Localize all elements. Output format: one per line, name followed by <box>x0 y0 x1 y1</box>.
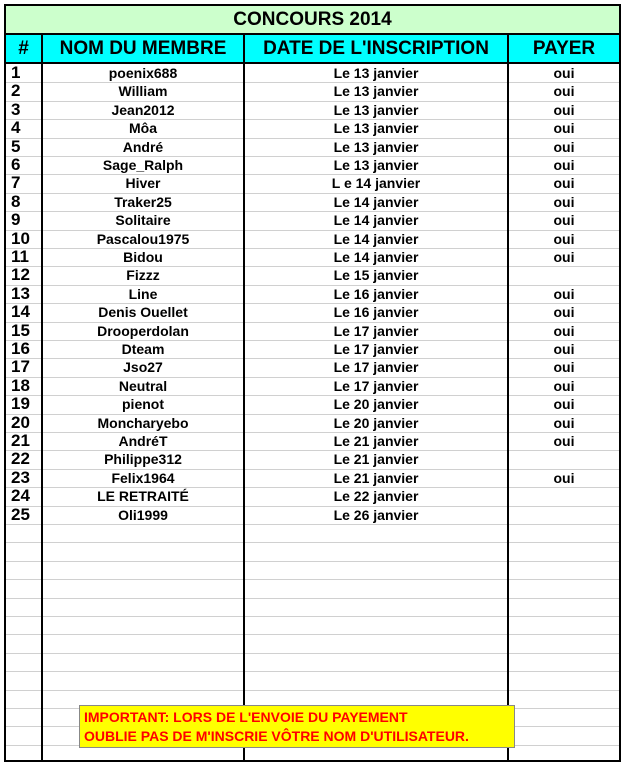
cell-paid: oui <box>553 175 575 192</box>
table-row <box>6 156 619 174</box>
table-row <box>6 266 619 284</box>
spreadsheet <box>4 4 621 762</box>
table-row <box>6 248 619 266</box>
grid-line <box>6 598 619 599</box>
cell-date: Le 16 janvier <box>333 304 419 321</box>
cell-num: 10 <box>11 228 30 248</box>
cell-num: 9 <box>11 210 21 230</box>
cell-date: Le 26 janvier <box>333 506 419 523</box>
table-row <box>6 285 619 303</box>
cell-member: Pascalou1975 <box>96 230 190 247</box>
cell-member: Jso27 <box>123 359 163 376</box>
cell-num: 6 <box>11 155 21 174</box>
table-row <box>6 487 619 505</box>
cell-num: 2 <box>11 81 21 101</box>
cell-member: Fizzz <box>126 267 160 284</box>
cell-date: Le 22 janvier <box>333 488 419 505</box>
cell-date: Le 13 janvier <box>333 101 419 118</box>
cell-paid: oui <box>553 322 575 339</box>
table-row <box>6 174 619 192</box>
cell-date: Le 14 janvier <box>333 212 419 229</box>
grid-line <box>6 524 619 525</box>
table-row <box>6 322 619 340</box>
notice-line1: LORS DE L'ENVOIE DU PAYEMENT <box>169 709 408 725</box>
cell-member: LE RETRAITÉ <box>97 488 189 505</box>
column-divider-member <box>243 35 245 760</box>
cell-member: Bidou <box>123 249 163 265</box>
cell-date: Le 13 janvier <box>333 65 419 81</box>
cell-member: Drooperdolan <box>97 322 189 339</box>
cell-member: Jean2012 <box>111 101 175 118</box>
cell-paid <box>509 487 619 505</box>
notice-line2: OUBLIE PAS DE M'INSCRIE VÔTRE NOM D'UTILISATEUR. <box>84 728 469 744</box>
cell-date: Le 13 janvier <box>333 120 419 137</box>
table-row <box>6 119 619 137</box>
grid-line <box>6 634 619 635</box>
column-divider-date <box>507 35 509 760</box>
cell-num: 3 <box>11 99 21 119</box>
cell-num: 17 <box>11 357 30 377</box>
cell-paid: oui <box>553 65 575 81</box>
table-row <box>6 101 619 119</box>
cell-date: Le 15 janvier <box>333 267 419 284</box>
cell-num: 4 <box>11 118 21 138</box>
cell-date: Le 17 janvier <box>333 359 419 376</box>
cell-paid: oui <box>553 157 575 173</box>
grid-line <box>6 579 619 580</box>
cell-date: Le 21 janvier <box>333 469 419 486</box>
table-row <box>6 506 619 524</box>
table-row <box>6 230 619 248</box>
important-notice <box>79 705 515 748</box>
cell-member: Traker25 <box>114 193 172 210</box>
header-member: NOM DU MEMBRE <box>59 38 227 59</box>
cell-num: 22 <box>11 449 30 469</box>
header-paid: PAYER <box>532 38 596 59</box>
cell-paid: oui <box>553 138 575 155</box>
cell-paid: oui <box>553 83 575 100</box>
grid-line <box>6 690 619 691</box>
cell-paid <box>509 506 619 524</box>
table-row <box>6 469 619 487</box>
grid-line <box>6 616 619 617</box>
cell-num: 23 <box>11 467 30 487</box>
cell-member: André <box>122 138 164 155</box>
cell-paid <box>509 450 619 468</box>
cell-member: pienot <box>122 396 164 413</box>
cell-member: Sage_Ralph <box>102 157 184 173</box>
cell-member: Moncharyebo <box>97 414 189 431</box>
grid-line <box>6 671 619 672</box>
cell-member: Môa <box>129 120 157 137</box>
table-row <box>6 82 619 100</box>
table-row <box>6 340 619 358</box>
table-row <box>6 450 619 468</box>
cell-num: 12 <box>11 265 30 285</box>
cell-member: Hiver <box>125 175 161 192</box>
cell-date: Le 16 janvier <box>333 285 419 302</box>
cell-date: Le 21 janvier <box>333 451 419 468</box>
cell-member: Oli1999 <box>118 506 168 523</box>
table-row <box>6 395 619 413</box>
cell-date: Le 17 janvier <box>333 341 419 357</box>
table-row <box>6 414 619 432</box>
cell-member: William <box>118 83 168 100</box>
cell-num: 7 <box>11 173 21 193</box>
cell-date: L e 14 janvier <box>331 175 421 192</box>
grid-line <box>6 653 619 654</box>
table-row <box>6 138 619 156</box>
cell-num: 19 <box>11 394 30 414</box>
cell-paid: oui <box>553 304 575 321</box>
cell-num: 21 <box>11 431 30 450</box>
notice-label: IMPORTANT: <box>84 709 170 725</box>
cell-date: Le 13 janvier <box>333 83 419 100</box>
cell-member: Solitaire <box>115 212 171 229</box>
header-date: DATE DE L'INSCRIPTION <box>263 38 489 59</box>
cell-date: Le 14 janvier <box>333 193 419 210</box>
cell-date: Le 17 janvier <box>333 377 419 394</box>
header-num: # <box>18 38 29 59</box>
table-row <box>6 432 619 450</box>
table-row <box>6 303 619 321</box>
cell-paid: oui <box>553 433 575 449</box>
cell-date: Le 13 janvier <box>333 157 419 173</box>
cell-num: 16 <box>11 339 30 358</box>
cell-num: 24 <box>11 486 30 506</box>
cell-member: poenix688 <box>108 65 178 81</box>
cell-num: 11 <box>11 247 29 266</box>
cell-num: 15 <box>11 320 30 340</box>
table-row <box>6 358 619 376</box>
table-row <box>6 377 619 395</box>
cell-member: Philippe312 <box>104 451 182 468</box>
grid-line <box>6 542 619 543</box>
grid-line <box>6 561 619 562</box>
cell-member: AndréT <box>118 433 168 449</box>
cell-paid: oui <box>553 396 575 413</box>
cell-num: 18 <box>11 375 30 395</box>
cell-paid: oui <box>553 193 575 210</box>
cell-paid: oui <box>553 230 575 247</box>
cell-paid: oui <box>553 414 575 431</box>
cell-num: 20 <box>11 412 30 432</box>
cell-date: Le 14 janvier <box>333 249 419 265</box>
cell-paid: oui <box>553 120 575 137</box>
cell-num: 5 <box>11 136 21 156</box>
cell-num: 8 <box>11 191 21 211</box>
table-row <box>6 211 619 229</box>
cell-paid: oui <box>553 359 575 376</box>
cell-num: 25 <box>11 504 30 524</box>
cell-num: 14 <box>11 302 30 322</box>
cell-date: Le 13 janvier <box>333 138 419 155</box>
cell-date: Le 20 janvier <box>333 396 419 413</box>
cell-date: Le 20 janvier <box>333 414 419 431</box>
cell-paid: oui <box>553 341 575 357</box>
cell-paid: oui <box>553 469 575 486</box>
cell-member: Dteam <box>121 341 165 357</box>
cell-paid <box>509 266 619 284</box>
cell-paid: oui <box>553 249 575 265</box>
cell-paid: oui <box>553 377 575 394</box>
header-row <box>6 35 619 64</box>
cell-date: Le 14 janvier <box>333 230 419 247</box>
cell-date: Le 21 janvier <box>333 433 419 449</box>
cell-num: 1 <box>11 63 21 82</box>
cell-paid: oui <box>553 285 575 302</box>
table-row <box>6 193 619 211</box>
cell-member: Denis Ouellet <box>98 304 188 321</box>
cell-num: 13 <box>11 283 30 303</box>
table-row <box>6 64 619 82</box>
cell-member: Neutral <box>118 377 168 394</box>
cell-date: Le 17 janvier <box>333 322 419 339</box>
cell-paid: oui <box>553 212 575 229</box>
cell-paid: oui <box>553 101 575 118</box>
cell-member: Felix1964 <box>111 469 175 486</box>
column-divider-num <box>41 35 43 760</box>
sheet-title: CONCOURS 2014 <box>6 6 619 35</box>
cell-member: Line <box>128 285 158 302</box>
